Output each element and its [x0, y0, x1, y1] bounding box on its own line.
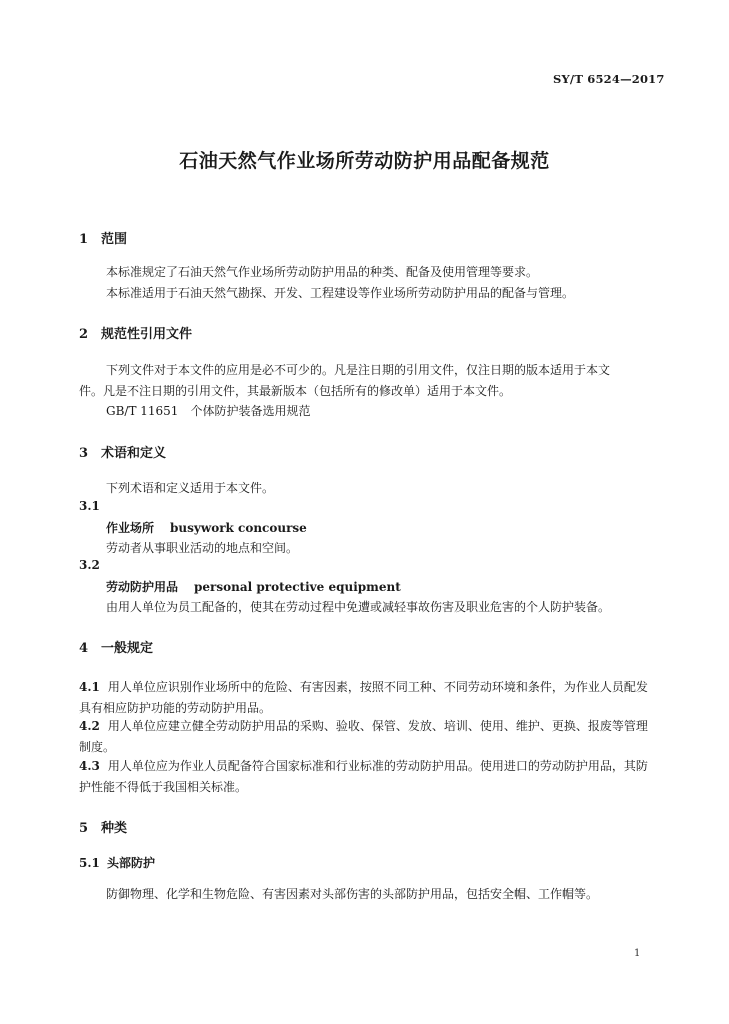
clause-number: 4.2	[79, 719, 100, 733]
clause-text: 用人单位应建立健全劳动防护用品的采购、验收、保管、发放、培训、使用、维护、更换、报废等管理制度。	[79, 719, 648, 754]
section-heading-1	[79, 228, 127, 247]
paragraph-line: 件。凡是不注日期的引用文件，其最新版本（包括所有的修改单）适用于本文件。	[79, 384, 512, 398]
term-en: personal protective equipment	[194, 580, 401, 594]
clause-paragraph	[79, 756, 651, 798]
term-definition: 劳动者从事职业活动的地点和空间。	[106, 541, 299, 555]
section-number: 2	[79, 327, 89, 342]
paragraph: 防御物理、化学和生物危险、有害因素对头部伤害的头部防护用品，包括安全帽、工作帽等。	[106, 887, 599, 901]
term-number: 3.2	[79, 558, 100, 572]
section-title: 一般规定	[101, 641, 154, 656]
subsection-title: 头部防护	[107, 856, 156, 870]
paragraph: 本标准适用于石油天然气勘探、开发、工程建设等作业场所劳动防护用品的配备与管理。	[106, 286, 575, 300]
term-entry	[106, 578, 401, 595]
section-heading-5	[79, 817, 127, 836]
paragraph: 本标准规定了石油天然气作业场所劳动防护用品的种类、配备及使用管理等要求。	[106, 265, 539, 279]
clause-number: 4.3	[79, 759, 100, 773]
term-en: busywork concourse	[170, 521, 307, 535]
paragraph-line: 下列文件对于本文件的应用是必不可少的。凡是注日期的引用文件，仅注日期的版本适用于本文	[106, 363, 611, 377]
clause-paragraph	[79, 677, 651, 719]
subsection-number: 5.1	[79, 856, 100, 870]
section-title: 术语和定义	[101, 446, 167, 461]
term-zh: 作业场所	[106, 521, 155, 535]
paragraph: 下列术语和定义适用于本文件。	[106, 481, 275, 495]
section-heading-2	[79, 323, 192, 342]
section-number: 4	[79, 641, 89, 656]
normative-reference: GB/T 11651 个体防护装备选用规范	[106, 404, 311, 418]
subsection-heading	[79, 854, 155, 871]
standard-code: SY/T 6524—2017	[553, 72, 665, 86]
clause-paragraph	[79, 716, 651, 758]
section-number: 1	[79, 232, 89, 247]
section-number: 5	[79, 821, 89, 836]
section-title: 范围	[101, 232, 128, 247]
section-heading-3	[79, 442, 166, 461]
page-number: 1	[634, 948, 641, 959]
term-number: 3.1	[79, 499, 100, 513]
section-title: 规范性引用文件	[101, 327, 193, 342]
term-definition: 由用人单位为员工配备的，使其在劳动过程中免遭或减轻事故伤害及职业危害的个人防护装备。	[106, 600, 611, 614]
document-title: 石油天然气作业场所劳动防护用品配备规范	[179, 150, 550, 172]
term-zh: 劳动防护用品	[106, 580, 179, 594]
clause-text: 用人单位应识别作业场所中的危险、有害因素，按照不同工种、不同劳动环境和条件，为作业人员配发具有相应防护功能的劳动防护用品。	[79, 680, 648, 715]
section-number: 3	[79, 446, 89, 461]
clause-text: 用人单位应为作业人员配备符合国家标准和行业标准的劳动防护用品。使用进口的劳动防护用品，其防护性能不得低于我国相关标准。	[79, 759, 648, 794]
section-heading-4	[79, 637, 153, 656]
term-entry	[106, 519, 307, 536]
section-title: 种类	[101, 821, 128, 836]
clause-number: 4.1	[79, 680, 100, 694]
